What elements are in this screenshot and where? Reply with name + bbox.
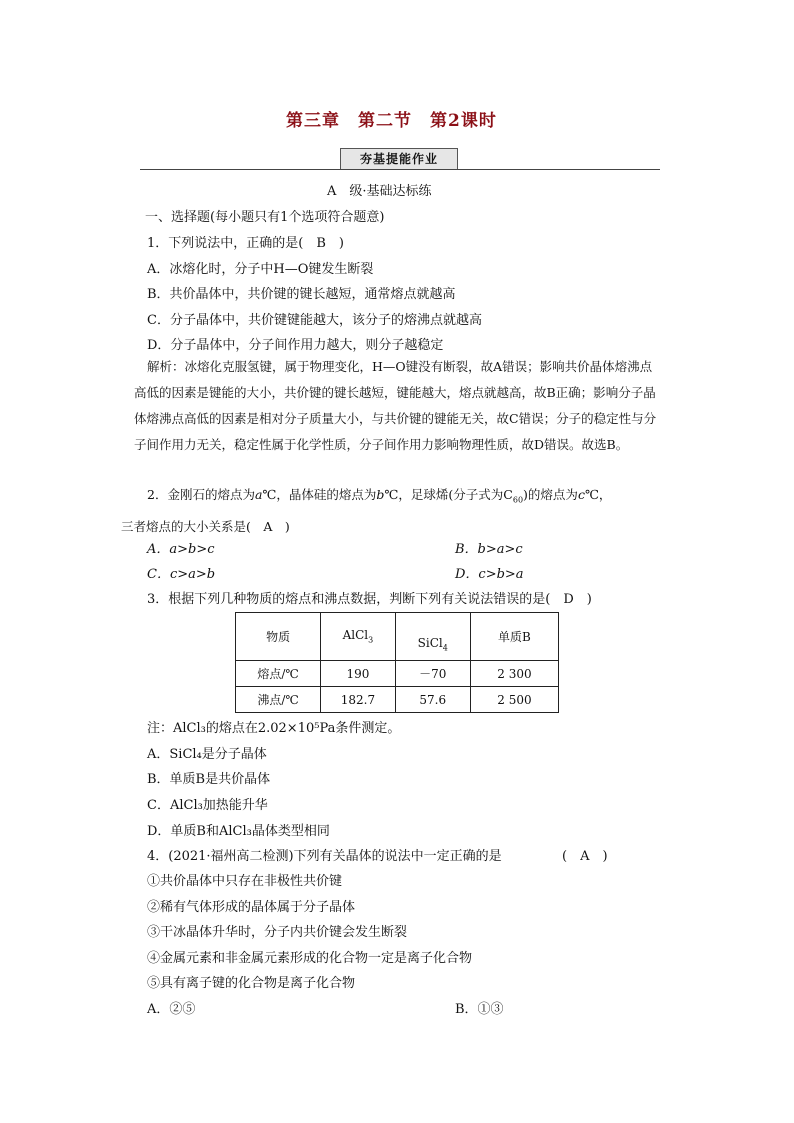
q2-option-d: D．c>b>a bbox=[455, 567, 524, 582]
table-cell: 57.6 bbox=[395, 687, 470, 713]
page-title: 第三章 第二节 第2课时 bbox=[286, 111, 497, 131]
q4-option-a: A．②⑤ bbox=[147, 1002, 196, 1017]
table-header-cell: AlCl$_3$ bbox=[321, 613, 395, 661]
table-header-cell: SiCl$_4$ bbox=[395, 613, 470, 661]
q2-option-a: A．a>b>c bbox=[147, 542, 215, 557]
q3-option-c: C．AlCl₃加热能升华 bbox=[147, 798, 268, 813]
q3-option-d: D．单质B和AlCl₃晶体类型相同 bbox=[147, 824, 330, 839]
q1-option-c: C．分子晶体中，共价键键能越大，该分子的熔沸点就越高 bbox=[147, 313, 482, 328]
q2-option-c: C．c>a>b bbox=[147, 567, 216, 582]
table-cell: 沸点/℃ bbox=[236, 687, 321, 713]
level-heading: A 级·基础达标练 bbox=[327, 184, 432, 199]
q3-stem: 3．根据下列几种物质的熔点和沸点数据，判断下列有关说法错误的是( D ) bbox=[147, 592, 592, 607]
q4-statement: ⑤具有离子键的化合物是离子化合物 bbox=[147, 976, 356, 991]
q1-option-b: B．共价晶体中，共价键的键长越短，通常熔点就越高 bbox=[147, 287, 456, 302]
q1-option-d: D．分子晶体中，分子间作用力越大，则分子越稳定 bbox=[147, 338, 444, 353]
q4-statement: ①共价晶体中只存在非极性共价键 bbox=[147, 874, 343, 889]
table-cell: 熔点/℃ bbox=[236, 661, 321, 687]
q4-stem: 4．(2021·福州高二检测)下列有关晶体的说法中一定正确的是 bbox=[147, 849, 502, 864]
table-cell: 2 500 bbox=[470, 687, 558, 713]
table-cell: －70 bbox=[395, 661, 470, 687]
q3-data-table bbox=[235, 612, 559, 713]
q1-stem: 1．下列说法中，正确的是( B ) bbox=[147, 236, 344, 251]
header-divider bbox=[140, 169, 660, 170]
q3-option-a: A．SiCl₄是分子晶体 bbox=[147, 747, 267, 762]
table-header-cell: 物质 bbox=[236, 613, 321, 661]
table-header-cell: 单质B bbox=[470, 613, 558, 661]
table-cell: 190 bbox=[321, 661, 395, 687]
q4-option-b: B．①③ bbox=[455, 1002, 504, 1017]
q2-stem: 2．金刚石的熔点为a℃，晶体硅的熔点为b℃，足球烯(分子式为$C_{60}$)的熔点为c℃， 三者熔点的大小关系是( A ) bbox=[121, 487, 612, 534]
section-heading: 一、选择题(每小题只有1个选项符合题意) bbox=[145, 210, 385, 225]
table-cell: 2 300 bbox=[470, 661, 558, 687]
homework-banner: 夯基提能作业 bbox=[340, 148, 458, 169]
q1-analysis: 解析：冰熔化克服氢键，属于物理变化，H—O键没有断裂，故A错误；影响共价晶体熔沸点高低的因素是键能的大小，共价键的键长越短，键能越大，熔点就越高，故B正确；影响分子晶体熔沸点高低的因素是相对分子质量大小，与共价键的键能无关，故C错误；分子的稳定性与分子间作用力无关，稳定性属于化学性质，分子间作用力影响物理性质，故D错误。故选B。 bbox=[134, 359, 657, 452]
table-cell: 182.7 bbox=[321, 687, 395, 713]
q4-statement: ③干冰晶体升华时，分子内共价键会发生断裂 bbox=[147, 925, 408, 940]
q4-statement: ②稀有气体形成的晶体属于分子晶体 bbox=[147, 900, 356, 915]
q4-statement: ④金属元素和非金属元素形成的化合物一定是离子化合物 bbox=[147, 951, 473, 966]
q3-note: 注：AlCl₃的熔点在2.02×10⁵Pa条件测定。 bbox=[147, 721, 401, 736]
q1-option-a: A．冰熔化时，分子中H—O键发生断裂 bbox=[147, 262, 374, 277]
q2-option-b: B．b>a>c bbox=[455, 542, 523, 557]
q3-option-b: B．单质B是共价晶体 bbox=[147, 772, 271, 787]
q4-answer: ( A ) bbox=[562, 849, 608, 864]
